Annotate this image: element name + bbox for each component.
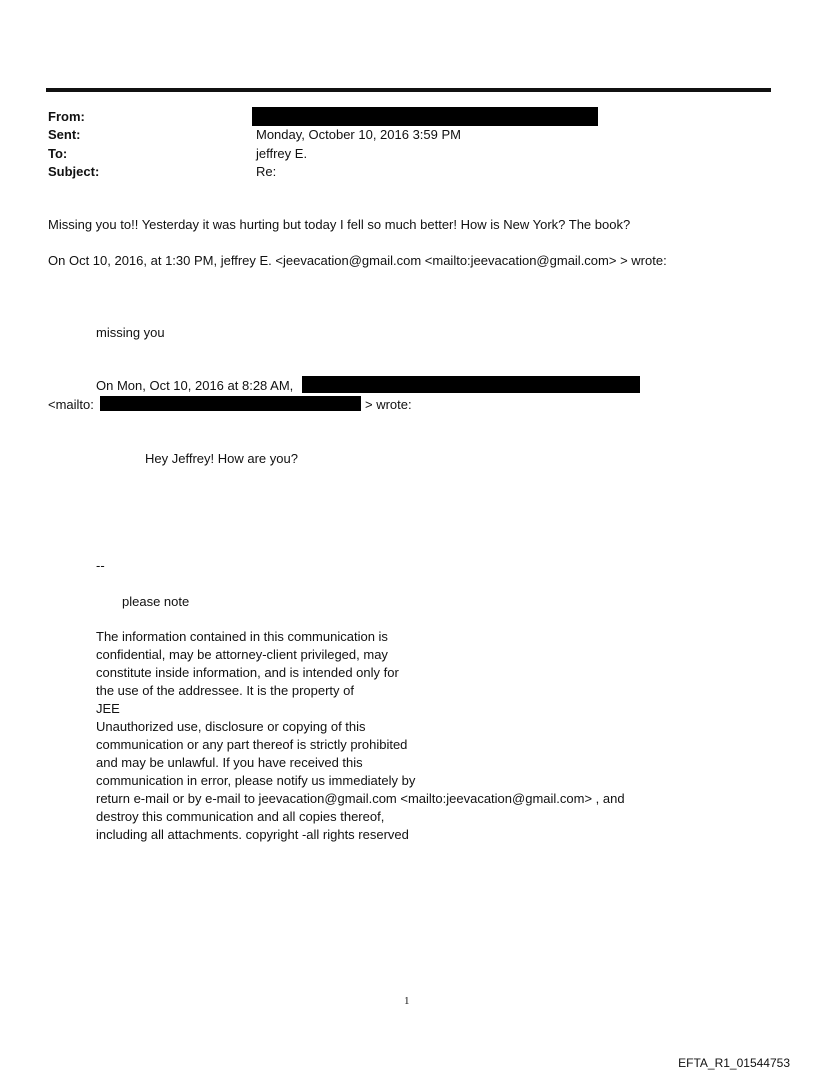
disclaimer-line: including all attachments. copyright -all rights reserved: [96, 827, 409, 842]
quote2-text: Hey Jeffrey! How are you?: [145, 451, 298, 466]
disclaimer-line: the use of the addressee. It is the property of: [96, 683, 354, 698]
disclaimer-line: return e-mail or by e-mail to jeevacation@gmail.com <mailto:jeevacation@gmail.com> , and: [96, 791, 625, 806]
disclaimer-line: constitute inside information, and is intended only for: [96, 665, 399, 680]
disclaimer-line: JEE: [96, 701, 120, 716]
page-number: 1: [404, 995, 410, 1007]
quote1-intro: On Oct 10, 2016, at 1:30 PM, jeffrey E. <jeevacation@gmail.com <mailto:jeevacation@gmail.com> > wrote:: [48, 253, 667, 268]
from-label: From:: [48, 109, 85, 124]
disclaimer-line: and may be unlawful. If you have received this: [96, 755, 363, 770]
quote2-intro: On Mon, Oct 10, 2016 at 8:28 AM,: [96, 378, 294, 393]
subject-value: Re:: [256, 164, 277, 179]
please-note: please note: [122, 594, 190, 609]
signature-separator: --: [96, 558, 105, 573]
mailto-redaction: [100, 396, 361, 411]
disclaimer-line: destroy this communication and all copies thereof,: [96, 809, 385, 824]
disclaimer-line: confidential, may be attorney-client privileged, may: [96, 647, 388, 662]
disclaimer-line: The information contained in this communication is: [96, 629, 388, 644]
to-label: To:: [48, 146, 68, 161]
to-value: jeffrey E.: [256, 146, 308, 161]
header-rule: [46, 88, 771, 92]
quote2-mailto-suffix: > wrote:: [365, 397, 412, 412]
quote2-mailto-prefix: <mailto:: [48, 397, 94, 412]
disclaimer-line: Unauthorized use, disclosure or copying of this: [96, 719, 366, 734]
disclaimer-line: communication in error, please notify us immediately by: [96, 773, 416, 788]
subject-label: Subject:: [48, 164, 100, 179]
disclaimer-line: communication or any part thereof is strictly prohibited: [96, 737, 408, 752]
sent-value: Monday, October 10, 2016 3:59 PM: [256, 127, 461, 142]
from-redaction: [252, 107, 598, 126]
quote1-text: missing you: [96, 325, 165, 340]
reply-text: Missing you to!! Yesterday it was hurting but today I fell so much better! How is New York? The book?: [48, 217, 631, 232]
sender-redaction: [302, 376, 640, 393]
sent-label: Sent:: [48, 127, 81, 142]
bates-number: EFTA_R1_01544753: [678, 1056, 790, 1070]
